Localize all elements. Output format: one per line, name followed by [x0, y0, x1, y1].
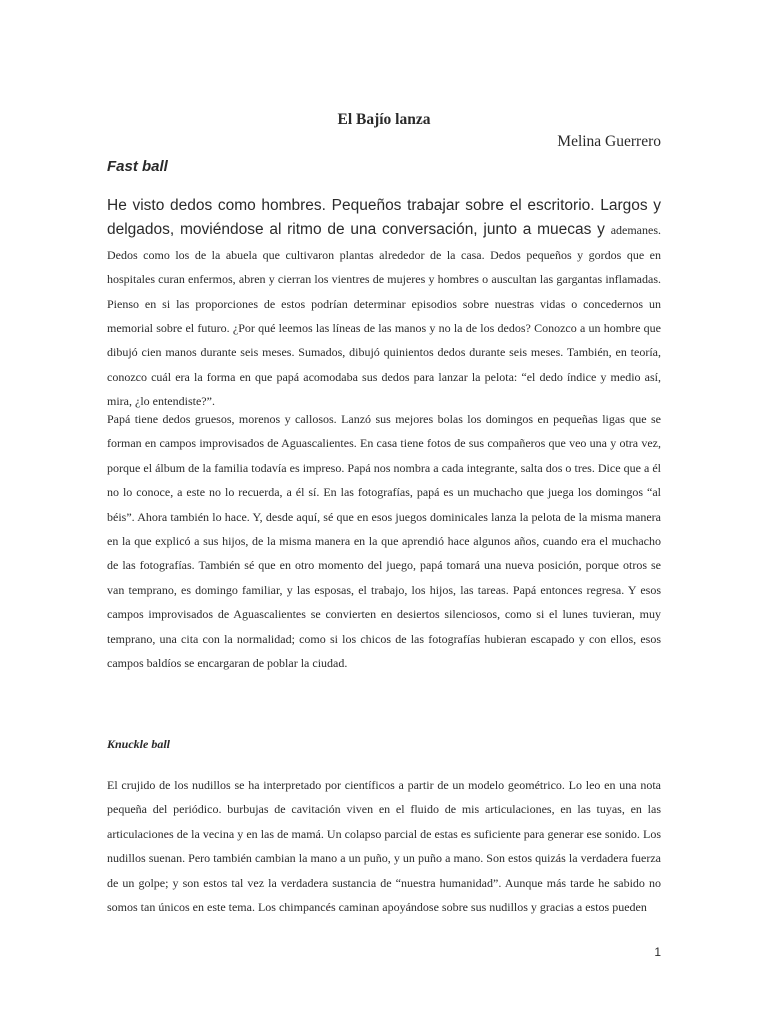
paragraph-lead-text: He visto dedos como hombres. Pequeños trabajar sobre el escritorio. Largos y delgados, moviéndose al ritmo de una conversación, junto a muecas y — [107, 197, 661, 239]
document-title: El Bajío lanza — [337, 111, 431, 128]
author-name: Melina Guerrero — [557, 133, 661, 150]
paragraph-knuckle-ball-1: El crujido de los nudillos se ha interpretado por científicos a partir de un modelo geométrico. Lo leo en una nota pequeña del periódico. burbujas de cavitación viven en el fluido de mis articulaciones, en las tuyas, en las articulaciones de la vecina y en las de mamá. Un colapso parcial de estas es suficiente para generar ese sonido. Los nudillos suenan. Pero también cambian la mano a un puño, y un puño a mano. Son estos quizás la verdadera fuerza de un golpe; y son estos tal vez la verdadera sustancia de “nuestra humanidad”. Aunque más tarde he sabido no somos tan únicos en este tema. Los chimpancés caminan apoyándose sobre sus nudillos y gracias a estos pueden — [107, 778, 661, 915]
paragraph-body-text: ademanes. Dedos como los de la abuela que cultivaron plantas alrededor de la casa. Dedos pequeños y gordos que en hospitales curan enfermos, abren y cierran los vientres de mujeres y hombres o auscultan las gargantas inflamadas. Pienso en si las proporciones de estos podrían determinar episodios sobre nuestras vidas o concedernos un memorial sobre el futuro. ¿Por qué leemos las líneas de las manos y no la de los dedos? Conozco a un hombre que dibujó cien manos durante seis meses. Sumados, dibujó quinientos dedos durante seis meses. También, en teoría, conozco cuál era la forma en que papá acomodaba sus dedos para lanzar la pelota: “el dedo índice y medio así, mira, ¿lo entendiste?”. — [107, 223, 661, 409]
paragraph-fast-ball-2: Papá tiene dedos gruesos, morenos y callosos. Lanzó sus mejores bolas los domingos en pequeñas ligas que se forman en campos improvisados de Aguascalientes. En casa tiene fotos de sus compañeros que veo una y otra vez, porque el álbum de la familia todavía es impreso. Papá nos nombra a cada integrante, salta dos o tres. Dice que a él no lo conoce, a este no lo recuerda, a él sí. En las fotografías, papá es un muchacho que juega los domingos “al béis”. Ahora también lo hace. Y, desde aquí, sé que en esos juegos dominicales lanza la pelota de la misma manera en la que explicó a sus hijos, de la misma manera en la que aprendió hace algunos años, cuando era el muchacho de las fotografías. También sé que en otro momento del juego, papá tomará una nueva posición, porque otros se van temprano, es domingo familiar, y las esposas, el trabajo, los hijos, las tareas. Papá entonces regresa. Y esos campos improvisados de Aguascalientes se convierten en desiertos silenciosos, como si el lunes tuvieran, muy temprano, una cita con la normalidad; como si los chicos de las fotografías hubieran escapado y con ellos, esos campos baldíos se encargaran de poblar la ciudad. — [107, 412, 661, 671]
section-heading-fast-ball: Fast ball — [107, 158, 168, 175]
section-heading-knuckle-ball: Knuckle ball — [107, 737, 171, 751]
page-number: 1 — [654, 945, 661, 959]
paragraph-fast-ball-1 — [107, 194, 661, 414]
